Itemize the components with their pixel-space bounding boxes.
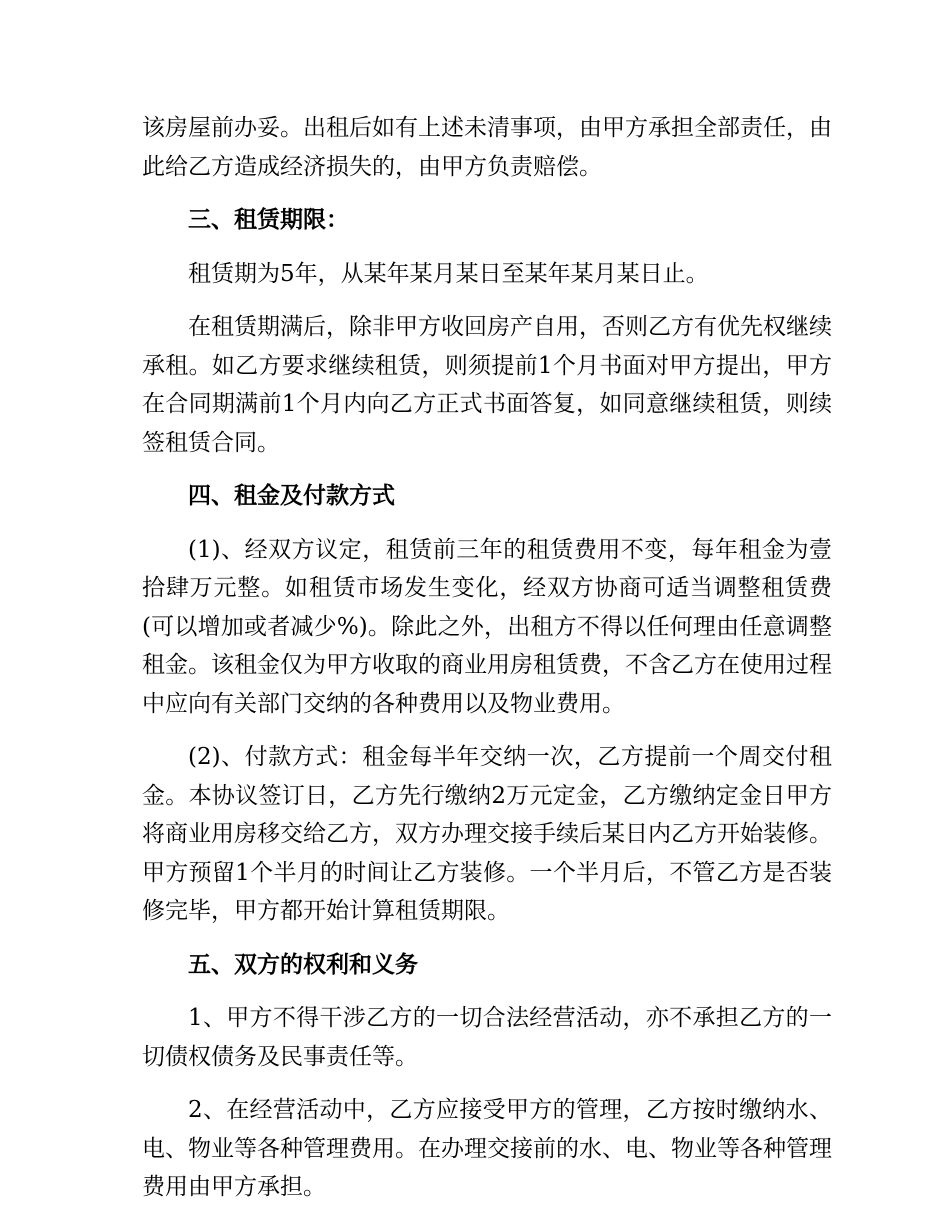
- paragraph-obligation-1: 1、甲方不得干涉乙方的一切合法经营活动，亦不承担乙方的一切债权债务及民事责任等。: [142, 1005, 832, 1070]
- paragraph-rent-amount: (1)、经双方议定，租赁前三年的租赁费用不变，每年租金为壹拾肆万元整。如租赁市场发生变化，经双方协商可适当调整租赁费(可以增加或者减少%)。除此之外，出租方不得以任何理由任意调整租金。该租金仅为甲方收取的商业用房租赁费，不含乙方在使用过程中应向有关部门交纳的各种费用以及物业费用。: [142, 536, 832, 717]
- paragraph-continued: 该房屋前办妥。出租后如有上述未清事项，由甲方承担全部责任，由此给乙方造成经济损失的，由甲方负责赔偿。: [142, 115, 832, 180]
- paragraph-renewal: 在租赁期满后，除非甲方收回房产自用，否则乙方有优先权继续承租。如乙方要求继续租赁，则须提前1个月书面对甲方提出，甲方在合同期满前1个月内向乙方正式书面答复，如同意继续租赁，则续签租赁合同。: [142, 314, 832, 456]
- section-heading-rent-payment: 四、租金及付款方式: [188, 482, 395, 509]
- document-body: [142, 109, 832, 1222]
- paragraph-lease-period: 租赁期为5年，从某年某月某日至某年某月某日止。: [188, 260, 709, 287]
- paragraph-obligation-2: 2、在经营活动中，乙方应接受甲方的管理，乙方按时缴纳水、电、物业等各种管理费用。在办理交接前的水、电、物业等各种管理费用由甲方承担。: [142, 1097, 832, 1200]
- section-heading-rights-obligations: 五、双方的权利和义务: [188, 950, 418, 978]
- section-heading-lease-term: 三、租赁期限：: [188, 206, 349, 233]
- paragraph-payment-method: (2)、付款方式：租金每半年交纳一次，乙方提前一个周交付租金。本协议签订日，乙方先行缴纳2万元定金，乙方缴纳定金日甲方将商业用房移交给乙方，双方办理交接手续后某日内乙方开始装修。甲方预留1个半月的时间让乙方装修。一个半月后，不管乙方是否装修完毕，甲方都开始计算租赁期限。: [142, 744, 832, 924]
